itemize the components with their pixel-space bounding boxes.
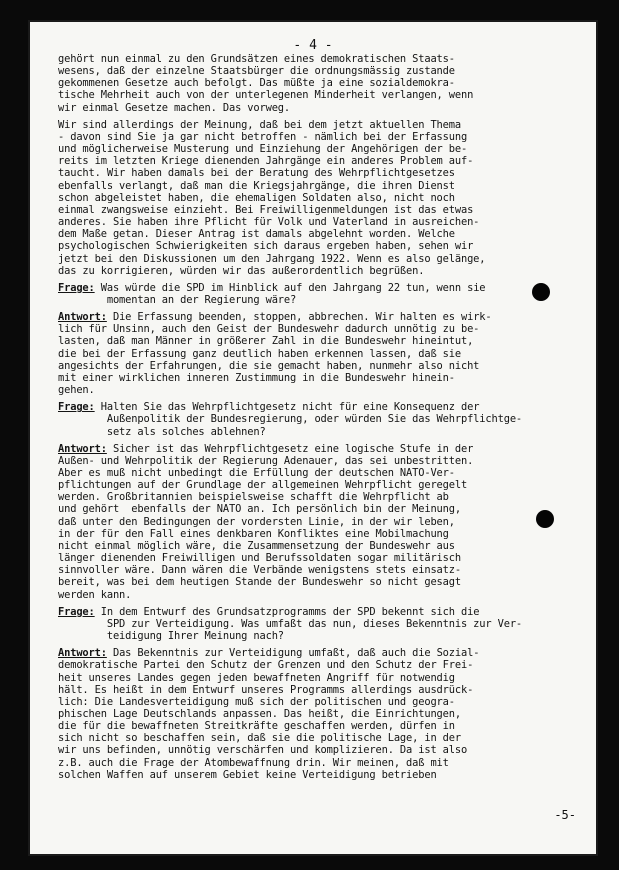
speaker-label: Frage:	[58, 605, 95, 618]
text-line: angesichts der Erfahrungen, die sie gemacht haben, nunmehr also nicht	[58, 359, 480, 372]
text-line: anderes. Sie haben ihre Pflicht für Volk und Vaterland in ausreichen-	[58, 216, 480, 229]
speaker-label: Antwort:	[58, 647, 107, 660]
text-line: gehört nun einmal zu den Grundsätzen eines demokratischen Staats-	[58, 53, 455, 65]
text-line: dem Maße getan. Dieser Antrag ist damals abgelehnt worden. Welche	[58, 228, 455, 241]
text-line: mit einer wirklichen inneren Zustimmung in die Bundeswehr hinein-	[58, 371, 455, 384]
text-line: sinnvoller wäre. Dann wären die Verbände wenigstens stets einsatz-	[58, 564, 461, 577]
paragraph	[58, 53, 586, 114]
answer-block	[58, 647, 586, 781]
text-line: heit unseres Landes gegen jeden bewaffneten Angriff für notwendig	[58, 671, 455, 684]
text-line: daß unter den Bedingungen der vordersten Linie, in der wir leben,	[58, 515, 455, 528]
text-line: setz als solches ablehnen?	[58, 425, 266, 438]
question-block	[58, 401, 586, 437]
text-line: länger dienenden Freiwilligen und Berufssoldaten sogar militärisch	[58, 552, 461, 565]
text-line	[58, 606, 586, 618]
text-line: gekommenen Gesetze auch befolgt. Das müßte ja eine sozialdemokra-	[58, 77, 455, 90]
text-line: jetzt bei den Diskussionen um den Jahrgang 1922. Wenn es also gelänge,	[58, 252, 486, 265]
punch-hole	[536, 510, 554, 528]
text-line: tische Mehrheit auch von der unterlegenen Minderheit verlangen, wenn	[58, 89, 474, 102]
text-line	[58, 401, 586, 413]
text-line	[58, 443, 586, 455]
next-page-marker: -5-	[554, 808, 576, 822]
text-line: SPD zur Verteidigung. Was umfaßt das nun, dieses Bekenntnis zur Ver-	[58, 617, 523, 630]
text-line: schon abgeleistet haben, die ehemaligen Soldaten also, nicht noch	[58, 191, 455, 204]
text-line: einmal zwangsweise einzieht. Bei Freiwilligenmeldungen ist das etwas	[58, 203, 474, 216]
text-line: und möglicherweise Musterung und Einziehung der Angehörigen der be-	[58, 143, 468, 156]
page-content	[58, 53, 586, 786]
text-line	[58, 311, 586, 323]
speaker-label: Frage:	[58, 281, 95, 294]
text-line-content: In dem Entwurf des Grundsatzprogramms der SPD bekennt sich die	[94, 605, 480, 618]
text-line: phischen Lage Deutschlands anpassen. Das heißt, die Einrichtungen,	[58, 707, 461, 720]
question-block	[58, 282, 586, 306]
text-line: Außenpolitik der Bundesregierung, oder würden Sie das Wehrpflichtge-	[58, 413, 523, 426]
text-line	[58, 282, 586, 294]
text-line: z.B. auch die Frage der Atombewaffnung drin. Wir meinen, daß mit	[58, 756, 449, 769]
text-line: teidigung Ihrer Meinung nach?	[58, 630, 284, 643]
text-line-content: Sicher ist das Wehrpflichtgesetz eine logische Stufe in der	[106, 442, 474, 455]
text-line: lasten, daß man Männer in größerer Zahl in die Bundeswehr hineintut,	[58, 335, 474, 348]
document-page	[30, 22, 596, 854]
text-line: momentan an der Regierung wäre?	[58, 293, 297, 306]
question-block	[58, 606, 586, 642]
speaker-label: Frage:	[58, 401, 95, 414]
text-line: ebenfalls verlangt, daß man die Kriegsjahrgänge, die ihren Dienst	[58, 179, 455, 192]
speaker-label: Antwort:	[58, 311, 107, 324]
text-line: psychologischen Schwierigkeiten sich daraus ergeben haben, sehen wir	[58, 240, 474, 253]
text-line: Wir sind allerdings der Meinung, daß bei dem jetzt aktuellen Thema	[58, 118, 461, 131]
text-line: demokratische Partei den Schutz der Grenzen und den Schutz der Frei-	[58, 659, 474, 672]
text-line: taucht. Wir haben damals bei der Beratung des Wehrpflichtgesetzes	[58, 167, 455, 180]
text-line: reits im letzten Kriege dienenden Jahrgänge ein anderes Problem auf-	[58, 155, 474, 168]
text-line: wesens, daß der einzelne Staatsbürger die ordnungsmässig zustande	[58, 65, 455, 78]
text-line: die bei der Erfassung ganz deutlich haben erkennen lassen, daß sie	[58, 347, 461, 360]
text-line: werden. Großbritannien beispielsweise schafft die Wehrpflicht ab	[58, 491, 449, 504]
text-line: nicht einmal möglich wäre, die Zusammensetzung der Bundeswehr aus	[58, 539, 455, 552]
text-line: solchen Waffen auf unserem Gebiet keine Verteidigung betrieben	[58, 768, 437, 781]
text-line: werden kann.	[58, 588, 132, 601]
punch-hole	[532, 283, 550, 301]
text-line: das zu korrigieren, würden wir das außerordentlich begrüßen.	[58, 264, 425, 277]
text-line: Außen- und Wehrpolitik der Regierung Adenauer, das sei unbestritten.	[58, 454, 474, 467]
text-line: Aber es muß nicht unbedingt die Erfüllung der deutschen NATO-Ver-	[58, 467, 455, 479]
page-number: - 4 -	[293, 38, 333, 53]
answer-block	[58, 443, 586, 601]
text-line: - davon sind Sie ja gar nicht betroffen - nämlich bei der Erfassung	[58, 130, 468, 143]
text-line: lich für Unsinn, auch den Geist der Bundeswehr dadurch unnötig zu be-	[58, 323, 480, 336]
text-line: wir einmal Gesetze machen. Das vorweg.	[58, 101, 291, 114]
speaker-label: Antwort:	[58, 442, 107, 455]
text-line: in der für den Fall eines denkbaren Konfliktes eine Mobilmachung	[58, 527, 449, 540]
text-line: lich: Die Landesverteidigung muß sich der politischen und geogra-	[58, 695, 455, 708]
text-line-content: Was würde die SPD im Hinblick auf den Jahrgang 22 tun, wenn sie	[94, 281, 486, 294]
text-line-content: Halten Sie das Wehrpflichtgesetz nicht für eine Konsequenz der	[94, 401, 480, 414]
text-line: hält. Es heißt in dem Entwurf unseres Programms allerdings ausdrück-	[58, 683, 474, 696]
text-line: sich nicht so beschaffen sein, daß sie die politische Lage, in der	[58, 732, 461, 745]
text-line: gehen.	[58, 384, 95, 397]
paragraph	[58, 119, 586, 277]
text-line	[58, 647, 586, 659]
text-line: und gehört ebenfalls der NATO an. Ich persönlich bin der Meinung,	[58, 503, 461, 516]
text-line: pflichtungen auf der Grundlage der allgemeinen Wehrpflicht geregelt	[58, 479, 468, 492]
text-line: wir uns befinden, unnötig verschärfen und komplizieren. Da ist also	[58, 744, 468, 757]
answer-block	[58, 311, 586, 396]
text-line: bereit, was bei dem heutigen Stande der Bundeswehr so nicht gesagt	[58, 576, 461, 589]
text-line-content: Das Bekenntnis zur Verteidigung umfaßt, daß auch die Sozial-	[106, 647, 480, 660]
text-line: die für die bewaffneten Streitkräfte geschaffen werden, dürfen in	[58, 720, 455, 733]
text-line-content: Die Erfassung beenden, stoppen, abbrechen. Wir halten es wirk-	[106, 311, 492, 324]
